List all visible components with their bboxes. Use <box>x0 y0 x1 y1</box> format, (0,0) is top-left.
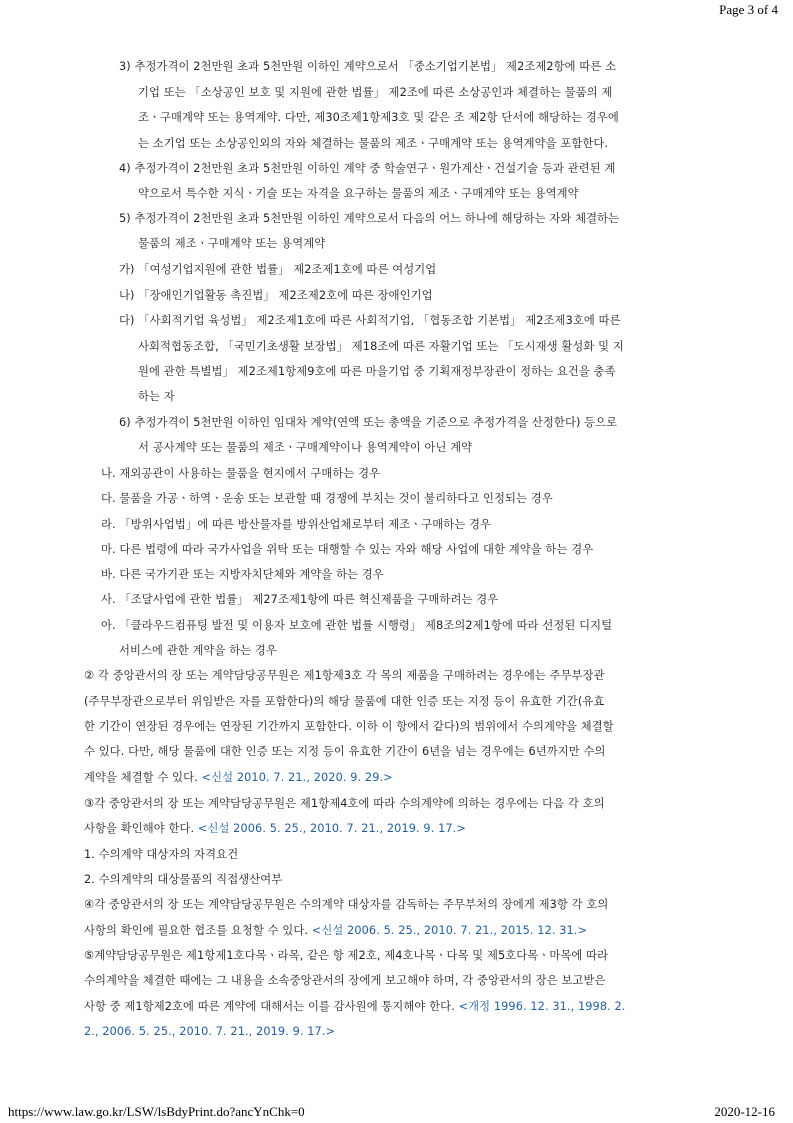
text-line: 서비스에 관한 계약을 하는 경우 <box>119 644 277 657</box>
page-number: Page 3 of 4 <box>719 2 778 17</box>
text-line: 바. 다른 국가기관 또는 지방자치단체와 계약을 하는 경우 <box>101 568 384 581</box>
text-line: ④각 중앙관서의 장 또는 계약담당공무원은 수의계약 대상자를 감독하는 주무부처의 장에게 제3항 각 호의 <box>84 898 609 911</box>
text-line: ③각 중앙관서의 장 또는 계약담당공무원은 제1항제4호에 따라 수의계약에 의하는 경우에는 다음 각 호의 <box>84 797 605 810</box>
text-line: 원에 관한 특별법」 제2조제1항제9호에 따른 마을기업 중 기획재정부장관이 정하는 요건을 충족 <box>138 365 616 378</box>
text-line: 수의계약을 체결한 때에는 그 내용을 소속중앙관서의 장에게 보고해야 하며, 각 중앙관서의 장은 보고받은 <box>84 974 606 987</box>
text-line: 사회적협동조합, 「국민기초생활 보장법」 제18조에 따른 자활기업 또는 「도시재생 활성화 및 지 <box>138 340 624 353</box>
amendment-note: 2., 2006. 5. 25., 2010. 7. 21., 2019. 9. 17.> <box>84 1025 336 1038</box>
text-line: 한 기간이 연장된 경우에는 연장된 기간까지 포함한다. 이하 이 항에서 같다)의 범위에서 수의계약을 체결할 <box>84 720 614 733</box>
text-line: 물품의 제조ㆍ구매계약 또는 용역계약 <box>138 237 326 250</box>
text-line: 5) 추정가격이 2천만원 초과 5천만원 이하인 계약으로서 다음의 어느 하나에 해당하는 자와 체결하는 <box>119 212 620 225</box>
amendment-note: <신설 2010. 7. 21., 2020. 9. 29.> <box>201 771 393 784</box>
text-line: 사항의 확인에 필요한 협조를 요청할 수 있다. <신설 2006. 5. 25., 2010. 7. 21., 2015. 12. 31.> <box>84 924 588 937</box>
text-line <box>84 1025 335 1039</box>
text-line: 사항을 확인해야 한다. <신설 2006. 5. 25., 2010. 7. 21., 2019. 9. 17.> <box>84 822 466 835</box>
text-line: 사항 중 제1항제2호에 따른 계약에 대해서는 이를 감사원에 통지해야 한다. <개정 1996. 12. 31., 1998. 2. <box>84 1000 626 1013</box>
text-line: ⑤계약담당공무원은 제1항제1호다목ㆍ라목, 같은 항 제2호, 제4호나목ㆍ다목 및 제5호다목ㆍ마목에 따라 <box>84 949 609 962</box>
text-line: 다) 「사회적기업 육성법」 제2조제1호에 따른 사회적기업, 「협동조합 기본법」 제2조제3호에 따른 <box>119 314 621 327</box>
text-line: 2. 수의계약의 대상물품의 직접생산여부 <box>84 873 283 886</box>
text-line: 3) 추정가격이 2천만원 초과 5천만원 이하인 계약으로서 「중소기업기본법」 제2조제2항에 따른 소 <box>119 60 617 73</box>
text-line: 서 공사계약 또는 물품의 제조ㆍ구매계약이나 용역계약이 아닌 계약 <box>138 441 473 454</box>
text-line: 1. 수의계약 대상자의 자격요건 <box>84 848 239 861</box>
amendment-note: <신설 2006. 5. 25., 2010. 7. 21., 2019. 9. 17.> <box>197 822 466 835</box>
text-line: 약으로서 특수한 지식ㆍ기술 또는 자격을 요구하는 물품의 제조ㆍ구매계약 또는 용역계약 <box>138 187 579 200</box>
text-line: (주무부장관으로부터 위임받은 자를 포함한다)의 해당 물품에 대한 인증 또는 지정 등이 유효한 기간(유효 <box>84 695 605 708</box>
footer-url: https://www.law.go.kr/LSW/lsBdyPrint.do?ancYnChk=0 <box>8 1104 305 1119</box>
text-line: 4) 추정가격이 2천만원 초과 5천만원 이하인 계약 중 학술연구ㆍ원가계산ㆍ건설기술 등과 관련된 계 <box>119 162 616 175</box>
text-line: 나. 재외공관이 사용하는 물품을 현지에서 구매하는 경우 <box>101 467 381 480</box>
text-line: 나) 「장애인기업활동 촉진법」 제2조제2호에 따른 장애인기업 <box>119 289 433 302</box>
text-line: 6) 추정가격이 5천만원 이하인 임대차 계약(연액 또는 총액을 기준으로 추정가격을 산정한다) 등으로 <box>119 416 618 429</box>
text-line: 가) 「여성기업지원에 관한 법률」 제2조제1호에 따른 여성기업 <box>119 263 437 276</box>
text-line: 기업 또는 「소상공인 보호 및 지원에 관한 법률」 제2조에 따른 소상공인과 체결하는 물품의 제 <box>138 86 613 99</box>
text-line: 아. 「클라우드컴퓨팅 발전 및 이용자 보호에 관한 법률 시행령」 제8조의2제1항에 따라 선정된 디지털 <box>101 619 613 632</box>
text-line: 수 있다. 다만, 해당 물품에 대한 인증 또는 지정 등이 유효한 기간이 6년을 넘는 경우에는 6년까지만 수의 <box>84 745 606 758</box>
text-line: 다. 물품을 가공ㆍ하역ㆍ운송 또는 보관할 때 경쟁에 부치는 것이 불리하다고 인정되는 경우 <box>101 492 553 505</box>
text-line: ② 각 중앙관서의 장 또는 계약담당공무원은 제1항제3호 각 목의 제품을 구매하려는 경우에는 주무부장관 <box>84 669 605 682</box>
text-line: 조ㆍ구매계약 또는 용역계약. 다만, 제30조제1항제3호 및 같은 조 제2항 단서에 해당하는 경우에 <box>138 111 619 124</box>
text-line: 하는 자 <box>138 390 175 403</box>
text-line: 는 소기업 또는 소상공인외의 자와 체결하는 물품의 제조ㆍ구매계약 또는 용역계약을 포함한다. <box>138 137 609 150</box>
footer-date: 2020-12-16 <box>714 1104 775 1119</box>
text-line: 사. 「조달사업에 관한 법률」 제27조제1항에 따른 혁신제품을 구매하려는 경우 <box>101 593 499 606</box>
amendment-note: <개정 1996. 12. 31., 1998. 2. <box>458 1000 626 1013</box>
text-line: 라. 「방위사업법」에 따른 방산물자를 방위산업체로부터 제조ㆍ구매하는 경우 <box>101 518 492 531</box>
text-line: 계약을 체결할 수 있다. <신설 2010. 7. 21., 2020. 9. 29.> <box>84 771 393 784</box>
text-line: 마. 다른 법령에 따라 국가사업을 위탁 또는 대행할 수 있는 자와 해당 사업에 대한 계약을 하는 경우 <box>101 543 594 556</box>
amendment-note: <신설 2006. 5. 25., 2010. 7. 21., 2015. 12. 31.> <box>311 924 588 937</box>
